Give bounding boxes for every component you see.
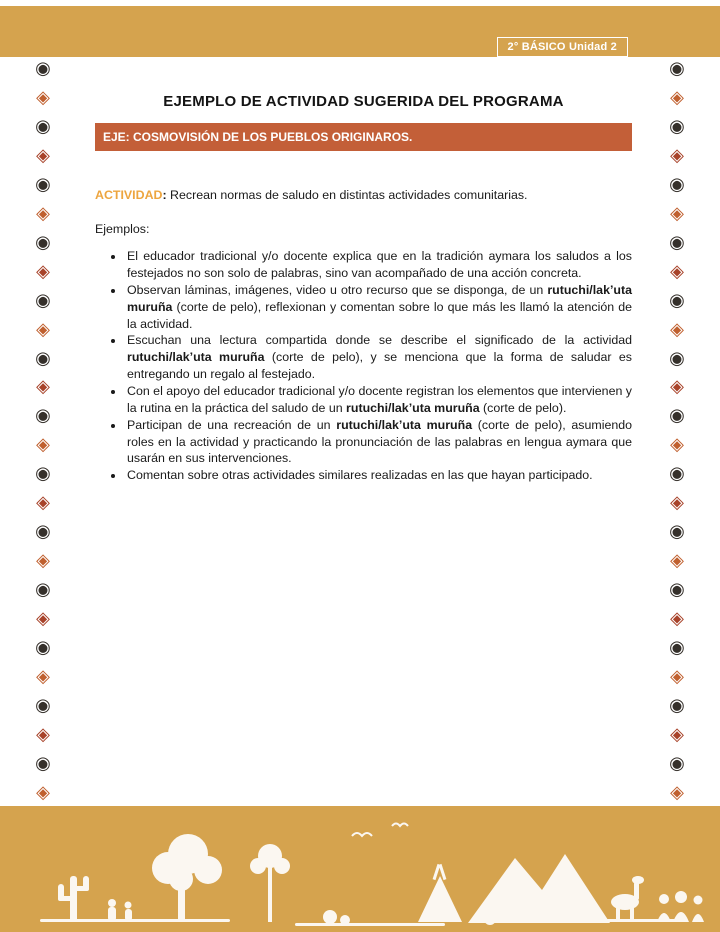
textile-motif-icon: ◈	[670, 202, 684, 224]
textile-motif-icon: ◈	[36, 492, 50, 514]
textile-motif-icon: ◈	[36, 260, 50, 282]
activity-text: Recrean normas de saludo en distintas actividades comunitarias.	[166, 188, 528, 202]
mountains-icon	[468, 854, 610, 923]
activity-colon: :	[162, 188, 167, 202]
textile-motif-icon: ◈	[670, 144, 684, 166]
textile-motif-icon: ◈	[36, 723, 50, 745]
textile-motif-icon: ◉	[35, 347, 51, 369]
tent-icon	[418, 864, 462, 922]
textile-motif-icon: ◉	[35, 115, 51, 137]
textile-motif-icon: ◉	[669, 173, 685, 195]
textile-motif-icon: ◈	[36, 550, 50, 572]
textile-motif-icon: ◉	[669, 463, 685, 485]
activity-label: ACTIVIDAD	[95, 188, 163, 202]
textile-motif-icon: ◉	[669, 347, 685, 369]
llama-icon	[611, 876, 644, 921]
andean-landscape-illustration	[0, 806, 720, 932]
example-bullet: • Escuchan una lectura compartida donde se describe el significado de la actividad rutuchi/lak’uta muruña (corte de pelo), y se menciona que la forma de saludar es entregando un regalo al festejado.	[125, 332, 632, 383]
textile-motif-icon: ◈	[670, 318, 684, 340]
textile-motif-icon: ◈	[36, 144, 50, 166]
textile-motif-icon: ◈	[36, 666, 50, 688]
activity-line	[95, 187, 632, 204]
textile-motif-icon: ◉	[35, 289, 51, 311]
textile-motif-icon: ◈	[36, 434, 50, 456]
example-bullet: • Observan láminas, imágenes, video u otro recurso que se disponga, de un rutuchi/lak’uta muruña (corte de pelo), reflexionan y comentan sobre lo que más les llamó la atención de la actividad.	[125, 282, 632, 333]
tall-tree-icon	[250, 844, 290, 922]
textile-motif-icon: ◉	[35, 637, 51, 659]
textile-motif-icon: ◉	[669, 521, 685, 543]
document-body	[95, 57, 632, 484]
textile-motif-icon: ◉	[35, 752, 51, 774]
figures-icon	[108, 899, 132, 921]
textile-motif-icon: ◉	[35, 694, 51, 716]
textile-motif-icon: ◉	[35, 173, 51, 195]
people-icon	[657, 891, 704, 922]
textile-motif-icon: ◉	[35, 579, 51, 601]
textile-motif-icon: ◉	[669, 289, 685, 311]
cactus-icon	[58, 876, 89, 922]
textile-motif-icon: ◈	[36, 318, 50, 340]
tree-icon	[152, 834, 222, 922]
examples-list	[95, 248, 632, 484]
textile-motif-icon: ◉	[669, 115, 685, 137]
textile-motif-icon: ◈	[670, 781, 684, 803]
textile-motif-icon: ◈	[670, 550, 684, 572]
textile-motif-icon: ◈	[36, 608, 50, 630]
textile-motif-icon: ◉	[669, 405, 685, 427]
textile-motif-icon: ◈	[670, 723, 684, 745]
example-bullet: • Participan de una recreación de un rutuchi/lak’uta muruña (corte de pelo), asumiendo roles en la actividad y practicando la pronunciación de las palabras en lengua aymara que usarán en sus intervenciones.	[125, 417, 632, 468]
textile-motif-icon: ◉	[35, 463, 51, 485]
textile-motif-icon: ◉	[35, 58, 51, 79]
textile-motif-icon: ◉	[669, 579, 685, 601]
page-title: EJEMPLO DE ACTIVIDAD SUGERIDA DEL PROGRAMA	[163, 93, 564, 110]
textile-motif-icon: ◈	[670, 434, 684, 456]
textile-motif-icon: ◈	[36, 202, 50, 224]
textile-motif-icon: ◈	[670, 376, 684, 398]
textile-motif-icon: ◈	[670, 260, 684, 282]
textile-motif-icon: ◉	[669, 694, 685, 716]
textile-motif-icon: ◈	[670, 492, 684, 514]
grade-unit-badge-label: 2° BÁSICO Unidad 2	[507, 41, 617, 53]
textile-motif-icon: ◉	[669, 58, 685, 79]
example-bullet: • El educador tradicional y/o docente explica que en la tradición aymara los saludos a los festejados no son solo de palabras, sino van acompañado de una acción concreta.	[125, 248, 632, 282]
textile-motif-icon: ◉	[669, 637, 685, 659]
textile-motif-icon: ◈	[670, 666, 684, 688]
textile-motif-icon: ◈	[36, 86, 50, 108]
textile-motif-icon: ◉	[669, 231, 685, 253]
eje-header-bar	[95, 123, 632, 151]
grade-unit-badge	[497, 37, 628, 57]
textile-motif-icon: ◉	[35, 405, 51, 427]
top-band	[0, 6, 720, 57]
textile-motif-icon: ◉	[35, 521, 51, 543]
example-bullet: • Con el apoyo del educador tradicional y/o docente registran los elementos que intervienen y la rutina en la práctica del saludo de un rutuchi/lak’uta muruña (corte de pelo).	[125, 383, 632, 417]
textile-motif-icon: ◉	[35, 231, 51, 253]
bottom-band	[0, 806, 720, 932]
examples-label: Ejemplos:	[95, 221, 150, 236]
textile-motif-icon: ◈	[670, 608, 684, 630]
textile-motif-icon: ◈	[36, 781, 50, 803]
eje-header-label: EJE: COSMOVISIÓN DE LOS PUEBLOS ORIGINAROS.	[103, 130, 413, 144]
textile-motif-icon: ◈	[36, 376, 50, 398]
right-ornament-border	[662, 60, 692, 802]
textile-motif-icon: ◈	[670, 86, 684, 108]
textile-motif-icon: ◉	[669, 752, 685, 774]
example-bullet: • Comentan sobre otras actividades similares realizadas en las que hayan participado.	[125, 467, 632, 484]
left-ornament-border	[28, 60, 58, 802]
